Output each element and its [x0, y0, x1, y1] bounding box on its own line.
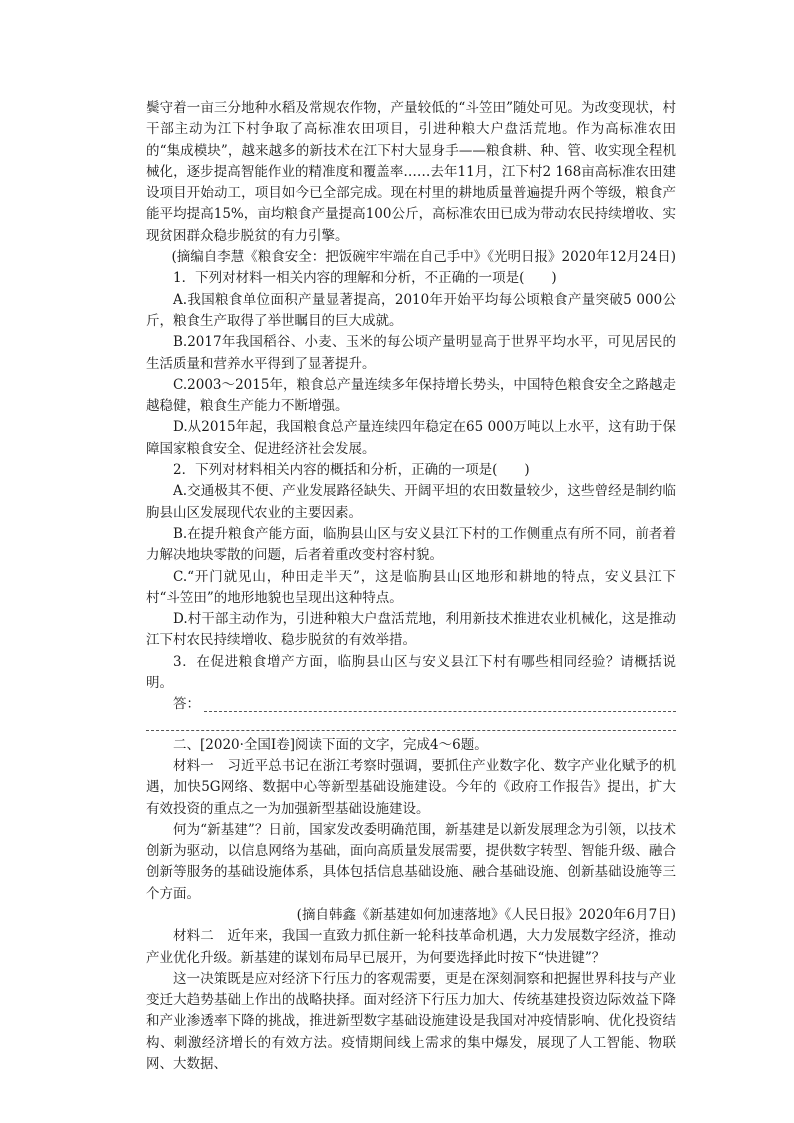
new-infrastructure-definition-paragraph: 何为“新基建”？日前，国家发改委明确范围，新基建是以新发展理念为引领，以技术创新为驱动，以信息网络为基础，面向高质量发展需要，提供数字转型、智能升级、融合创新等服务的基础设施体系，具体包括信息基础设施、融合基础设施、创新基础设施等三个方面。	[146, 821, 676, 902]
section-2-heading: 二、[2020·全国Ⅰ卷]阅读下面的文字，完成4～6题。	[173, 736, 488, 753]
question-3-stem: 3．在促进粮食增产方面，临朐县山区与安义县江下村有哪些相同经验？请概括说明。	[146, 653, 676, 692]
question-1-option-a: A.我国粮食单位面积产量显著提高，2010年开始平均每公顷粮食产量突破5 000公斤，粮食生产取得了举世瞩目的巨大成就。	[146, 291, 676, 329]
source-citation-2: (摘自韩鑫《新基建如何加速落地》《人民日报》2020年6月7日)	[296, 906, 676, 923]
answer-line-2	[146, 716, 676, 731]
answer-line-1	[146, 694, 676, 715]
material-1-paragraph: 材料一 习近平总书记在浙江考察时强调，要抓住产业数字化、数字产业化赋予的机遇，加快5G网络、数据中心等新型基础设施建设。今年的《政府工作报告》提出，扩大有效投资的重点之一为加强新型基础设施建设。	[146, 757, 676, 817]
material1-tail-paragraph: 鬓守着一亩三分地种水稻及常规农作物，产量较低的“斗笠田”随处可见。为改变现状，村干部主动为江下村争取了高标准农田项目，引进种粮大户盘活荒地。作为高标准农田的“集成模块”，越来越多的新技术在江下村大显身手——粮食耕、种、管、收实现全程机械化，逐步提高智能作业的精准度和覆盖率……去年11月，江下村2 168亩高标准农田建设项目开始动工，项目如今已全部完成。现在村里的耕地质量普遍提升两个等级，粮食产能平均提高15%，亩均粮食产量提高100公斤，高标准农田已成为带动农民持续增收、实现贫困群众稳步脱贫的有力引擎。	[146, 100, 676, 244]
source-citation-1: (摘编自李慧《粮食安全：把饭碗牢牢端在自己手中》《光明日报》2020年12月24日)	[171, 249, 676, 266]
question-1-option-d: D.从2015年起，我国粮食总产量连续四年稳定在65 000万吨以上水平，这有助于保障国家粮食安全、促进经济社会发展。	[146, 419, 676, 457]
answer-dotted-line	[204, 697, 676, 712]
question-1-option-b: B.2017年我国稻谷、小麦、玉米的每公顷产量明显高于世界平均水平，可见居民的生活质量和营养水平得到了显著提升。	[146, 334, 676, 372]
document-page	[146, 98, 676, 1075]
question-2-option-a: A.交通极其不便、产业发展路径缺失、开阔平坦的农田数量较少，这些曾经是制约临朐县山区发展现代农业的主要因素。	[146, 483, 676, 521]
question-1-option-c: C.2003～2015年，粮食总产量连续多年保持增长势头，中国特色粮食安全之路越走越稳健，粮食生产能力不断增强。	[146, 376, 676, 415]
answer-label: 答：	[173, 696, 200, 713]
question-2-stem: 2．下列对材料相关内容的概括和分析，正确的一项是( )	[173, 462, 530, 479]
question-1-stem: 1．下列对材料一相关内容的理解和分析，不正确的一项是( )	[173, 270, 557, 287]
material-2-paragraph: 材料二 近年来，我国一直致力抓住新一轮科技革命机遇，大力发展数字经济，推动产业优化升级。新基建的谋划布局早已展开，为何要选择此时按下“快进键”？	[146, 928, 676, 966]
strategy-paragraph: 这一决策既是应对经济下行压力的客观需要，更是在深刻洞察和把握世界科技与产业变迁大趋势基础上作出的战略抉择。面对经济下行压力加大、传统基建投资边际效益下降和产业渗透率下降的挑战，推进新型数字基础设施建设是我国对冲疫情影响、优化投资结构、刺激经济增长的有效方法。疫情期间线上需求的集中爆发，展现了人工智能、物联网、大数据、	[146, 970, 676, 1073]
question-2-option-c: C.“开门就见山，种田走半天”，这是临朐县山区地形和耕地的特点，安义县江下村“斗笠田”的地形地貌也呈现出这种特点。	[146, 568, 676, 606]
question-2-option-d: D.村干部主动作为，引进种粮大户盘活荒地，利用新技术推进农业机械化，这是推动江下村农民持续增收、稳步脱贫的有效举措。	[146, 611, 676, 649]
question-2-option-b: B.在提升粮食产能方面，临朐县山区与安义县江下村的工作侧重点有所不同，前者着力解决地块零散的问题，后者着重改变村容村貌。	[146, 525, 676, 564]
